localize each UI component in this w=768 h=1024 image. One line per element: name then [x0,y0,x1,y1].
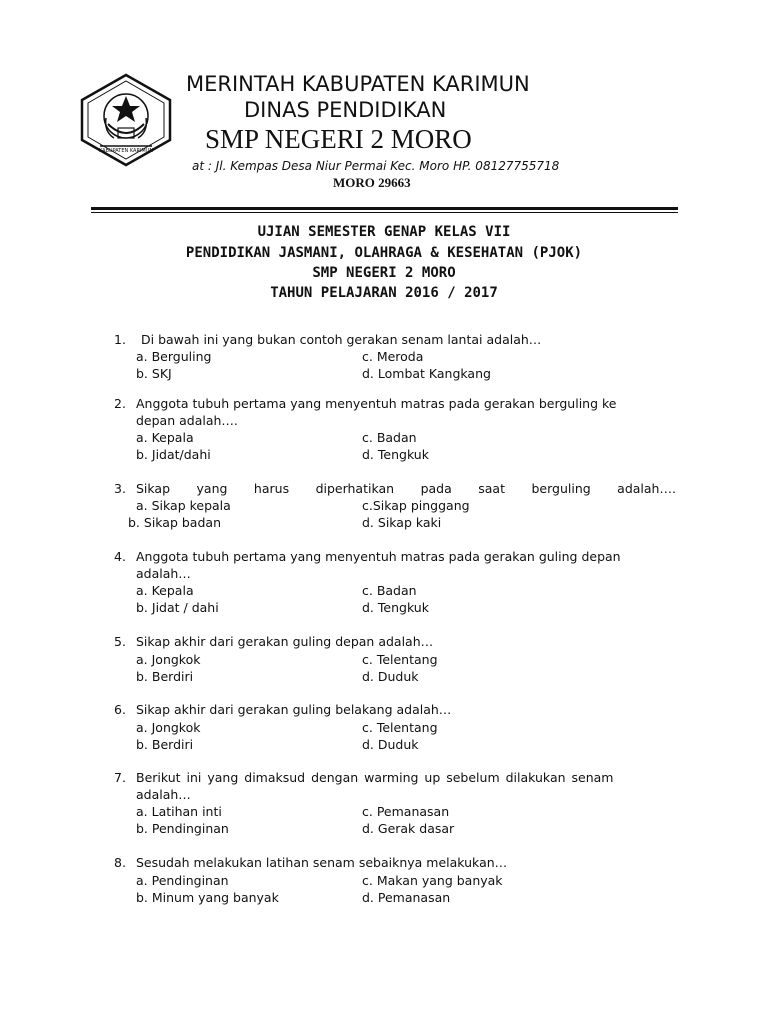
word: diperhatikan [315,481,395,496]
option-b: b. Berdiri [136,737,194,752]
option-b: b. SKJ [136,366,172,381]
header-address: at : Jl. Kempas Desa Niur Permai Kec. Moro HP. 08127755718 [192,159,560,173]
option-d: d. Duduk [362,669,419,684]
question-text-cont: depan adalah…. [136,413,238,428]
option-a: a. Kepala [136,430,194,445]
header-zip: MORO 29663 [333,175,411,190]
question-number: 8. [114,855,126,870]
option-d: d. Lombat Kangkang [362,366,491,381]
word: berguling [531,481,591,496]
option-c: c. Badan [362,583,417,598]
question-text: Anggota tubuh pertama yang menyentuh matras pada gerakan guling depan [136,549,621,564]
word: yang [196,481,228,496]
exam-title-1: UJIAN SEMESTER GENAP KELAS VII [257,224,511,240]
question-text-cont: adalah… [136,566,191,581]
header-divider-thick [91,207,678,210]
option-b: b. Pendinginan [136,821,229,836]
word: pada [420,481,452,496]
option-b: b. Sikap badan [128,515,221,530]
word: saat [478,481,505,496]
option-d: d. Duduk [362,737,419,752]
question-number: 3. [114,481,126,496]
header-divider-thin [91,212,678,213]
question-text: Anggota tubuh pertama yang menyentuh matras pada gerakan berguling ke [136,396,617,411]
exam-title-3: SMP NEGERI 2 MORO [312,265,456,281]
option-b: b. Berdiri [136,669,194,684]
header-school-name: SMP NEGERI 2 MORO [205,124,472,154]
option-a: a. Latihan inti [136,804,222,819]
school-logo [78,72,174,168]
header-government: MERINTAH KABUPATEN KARIMUN [186,72,530,96]
option-c: c. Telentang [362,652,438,667]
option-c: c.Sikap pinggang [362,498,470,513]
option-a: a. Kepala [136,583,194,598]
question-text: Sikap akhir dari gerakan guling depan adalah… [136,634,434,649]
option-d: d. Tengkuk [362,600,429,615]
word: Sikap [136,481,171,496]
option-b: b. Minum yang banyak [136,890,279,905]
option-d: d. Pemanasan [362,890,451,905]
question-text: Berikut ini yang dimaksud dengan warming up sebelum dilakukan senam [136,770,614,785]
question-number: 6. [114,702,126,717]
question-number: 1. [114,332,126,347]
option-a: a. Berguling [136,349,212,364]
word: harus [253,481,290,496]
option-d: d. Gerak dasar [362,821,455,836]
option-d: d. Tengkuk [362,447,429,462]
svg-text:KABUPATEN KARIMUN: KABUPATEN KARIMUN [98,148,154,154]
exam-title-4: TAHUN PELAJARAN 2016 / 2017 [270,285,498,301]
option-c: c. Makan yang banyak [362,873,503,888]
option-a: a. Pendinginan [136,873,229,888]
question-text [136,481,676,496]
question-text: Di bawah ini yang bukan contoh gerakan senam lantai adalah… [141,332,542,347]
emblem-icon [78,72,174,168]
question-text: Sikap akhir dari gerakan guling belakang adalah… [136,702,452,717]
option-d: d. Sikap kaki [362,515,442,530]
question-text-cont: adalah… [136,787,191,802]
option-b: b. Jidat / dahi [136,600,219,615]
question-number: 2. [114,396,126,411]
option-c: c. Meroda [362,349,424,364]
question-number: 7. [114,770,126,785]
option-a: a. Jongkok [136,652,201,667]
option-b: b. Jidat/dahi [136,447,211,462]
question-number: 5. [114,634,126,649]
question-number: 4. [114,549,126,564]
option-c: c. Pemanasan [362,804,450,819]
option-c: c. Badan [362,430,417,445]
header-department: DINAS PENDIDIKAN [244,98,447,122]
option-a: a. Jongkok [136,720,201,735]
question-text: Sesudah melakukan latihan senam sebaiknya melakukan… [136,855,508,870]
word: adalah…. [617,481,676,496]
exam-title-2: PENDIDIKAN JASMANI, OLAHRAGA & KESEHATAN (PJOK) [185,245,583,261]
option-a: a. Sikap kepala [136,498,231,513]
option-c: c. Telentang [362,720,438,735]
